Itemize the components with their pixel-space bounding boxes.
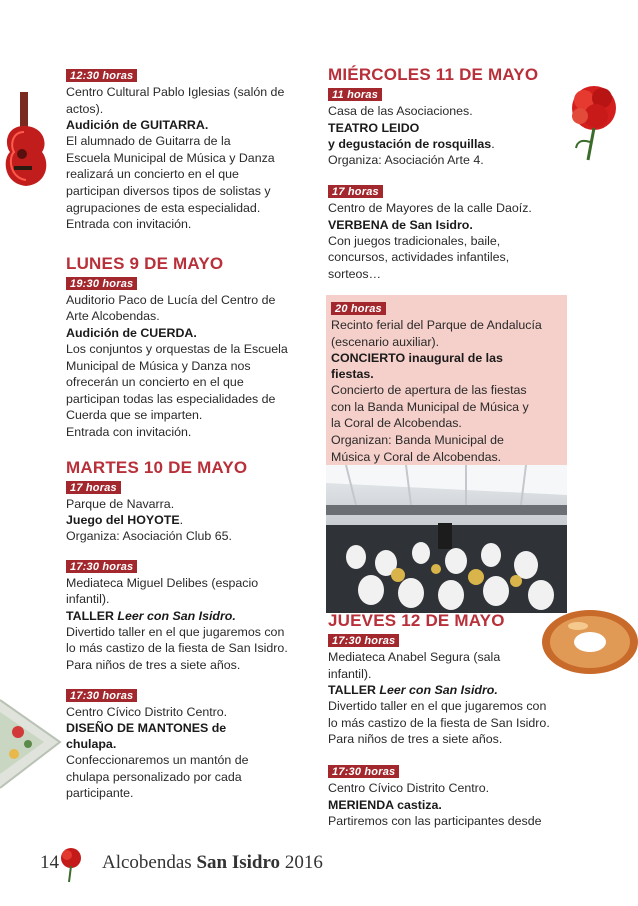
event-title: VERBENA de San Isidro. [328, 217, 473, 232]
event-desc: Para niños de tres a siete años. [328, 732, 503, 747]
time-badge: 19:30 horas [66, 277, 137, 290]
day-heading: MIÉRCOLES 11 DE MAYO [328, 65, 539, 84]
event-place: Centro de Mayores de la calle Daoíz. [328, 201, 532, 216]
time-badge: 17:30 horas [66, 689, 137, 702]
time-badge: 17:30 horas [328, 765, 399, 778]
event-desc: Cuerda que se imparten. [66, 408, 203, 423]
day-heading: MARTES 10 DE MAYO [66, 457, 248, 477]
event-desc: Con juegos tradicionales, baile, [328, 233, 501, 248]
event-verbena [328, 182, 568, 282]
publication-prefix: Alcobendas [102, 852, 197, 873]
event-title-italic: Leer con San Isidro. [379, 683, 498, 698]
event-title: Audición de GUITARRA. [66, 118, 209, 133]
event-desc: ofrecerán un concierto en el que [66, 375, 244, 390]
event-desc: sorteos… [328, 266, 382, 281]
event-desc: Partiremos con las participantes desde [328, 813, 542, 828]
day-jueves [328, 612, 568, 843]
event-title: TALLER [328, 683, 380, 698]
event-place: Arte Alcobendas. [66, 309, 160, 324]
page-number: 14 [40, 852, 59, 873]
time-badge: 11 horas [328, 88, 382, 101]
event-desc: con la Banda Municipal de Música y [331, 399, 529, 414]
event-desc: Entrada con invitación. [66, 217, 192, 232]
event-desc: Divertido taller en el que jugaremos con [328, 699, 547, 714]
event-mantones [66, 686, 310, 802]
publication-title [102, 852, 323, 874]
day-lunes [66, 255, 310, 441]
event-taller-delibes [66, 557, 310, 674]
event-desc: participante. [66, 786, 134, 801]
event-desc: Municipal de Música y Danza nos [66, 358, 251, 373]
event-org: Organizan: Banda Municipal de [331, 432, 504, 447]
publication-year: 2016 [280, 852, 323, 873]
left-column [66, 66, 310, 816]
event-title: Audición de CUERDA. [66, 325, 197, 340]
event-guitarra [66, 66, 310, 233]
event-place: actos). [66, 101, 104, 116]
event-hoyote [66, 478, 310, 545]
day-heading: LUNES 9 DE MAYO [66, 253, 224, 273]
event-desc: Entrada con invitación. [66, 424, 192, 439]
event-org: Organiza: Asociación Club 65. [66, 529, 232, 544]
event-title-tail: . [491, 136, 495, 151]
event-place: Centro Cívico Distrito Centro. [328, 780, 490, 795]
carnation-icon [60, 846, 82, 882]
guitar-icon [0, 92, 52, 188]
event-org: Organiza: Asociación Arte 4. [328, 152, 484, 167]
event-title: TALLER [66, 608, 118, 623]
event-desc: Escuela Municipal de Música y Danza [66, 150, 275, 165]
event-desc: Los conjuntos y orquestas de la Escuela [66, 341, 288, 356]
event-place: infantil). [66, 592, 110, 607]
day-miercoles [328, 66, 568, 283]
event-teatro [328, 85, 568, 168]
event-title: fiestas. [331, 367, 374, 382]
event-desc: la Coral de Alcobendas. [331, 416, 462, 431]
event-desc: lo más castizo de la fiesta de San Isidro. [328, 715, 550, 730]
time-badge: 17 horas [66, 481, 121, 494]
day-martes [66, 459, 310, 803]
event-place: Casa de las Asociaciones. [328, 104, 473, 118]
event-desc: participan diversos tipos de solistas y [66, 183, 271, 198]
event-place: Centro Cultural Pablo Iglesias (salón de [66, 85, 285, 99]
event-desc: concursos, actividades infantiles, [328, 250, 510, 265]
carnation-icon [566, 82, 622, 162]
event-desc: realizará un concierto en el que [66, 167, 239, 182]
event-desc: Para niños de tres a siete años. [66, 658, 241, 673]
event-desc: Confeccionaremos un mantón de [66, 753, 249, 768]
event-taller-segura [328, 631, 568, 748]
event-desc: agrupaciones de esta especialidad. [66, 200, 261, 215]
event-title: TEATRO LEIDO [328, 120, 420, 135]
event-org: Música y Coral de Alcobendas. [331, 449, 502, 464]
event-desc: lo más castizo de la fiesta de San Isidro. [66, 641, 288, 656]
event-desc: Concierto de apertura de las fiestas [331, 383, 527, 398]
event-place: Mediateca Miguel Delibes (espacio [66, 575, 259, 590]
event-desc: chulapa personalizado por cada [66, 769, 242, 784]
event-title: CONCIERTO inaugural de las [331, 351, 503, 366]
time-badge: 17:30 horas [328, 634, 399, 647]
event-desc: El alumnado de Guitarra de la [66, 134, 231, 149]
time-badge: 17:30 horas [66, 560, 137, 573]
time-badge: 12:30 horas [66, 69, 137, 82]
event-place: Parque de Navarra. [66, 496, 175, 511]
event-place: Recinto ferial del Parque de Andalucía [331, 318, 542, 332]
event-place: Centro Cívico Distrito Centro. [66, 704, 228, 719]
event-title: chulapa. [66, 737, 117, 752]
event-title: DISEÑO DE MANTONES de [66, 721, 227, 736]
time-badge: 17 horas [328, 185, 383, 198]
event-place: (escenario auxiliar). [331, 334, 440, 349]
time-badge: 20 horas [331, 302, 386, 315]
event-place: infantil). [328, 666, 372, 681]
event-concierto [331, 299, 563, 465]
event-title: y degustación de rosquillas [328, 136, 492, 151]
band-photo [326, 465, 567, 613]
event-title-italic: Leer con San Isidro. [117, 608, 236, 623]
event-place: Mediateca Anabel Segura (sala [328, 650, 501, 664]
event-desc: Divertido taller en el que jugaremos con [66, 624, 285, 639]
day-heading: JUEVES 12 DE MAYO [328, 611, 505, 630]
event-title: MERIENDA castiza. [328, 797, 442, 812]
event-place: Auditorio Paco de Lucía del Centro de [66, 292, 276, 307]
event-title-tail: . [179, 513, 184, 528]
event-title: Juego del HOYOTE [66, 513, 180, 528]
right-column [328, 66, 568, 297]
event-desc: participan todas las especialidades de [66, 391, 276, 406]
event-merienda [328, 762, 568, 829]
publication-bold: San Isidro [196, 852, 281, 873]
shawl-icon [0, 692, 76, 792]
